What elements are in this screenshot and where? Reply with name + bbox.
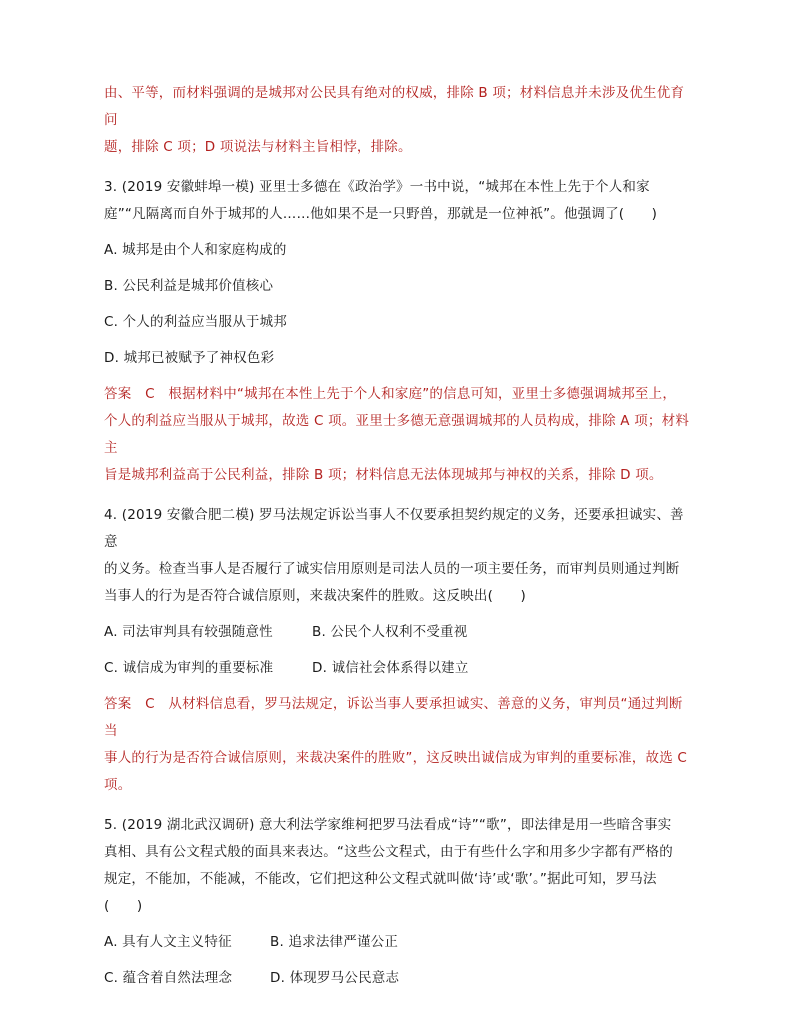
question-5-options-row-1 [104,929,694,956]
question-4-options-row-1 [104,619,694,646]
text-line: 事人的行为是否符合诚信原则，来裁决案件的胜败”，这反映出诚信成为审判的重要标准，故选 C [104,750,688,766]
question-3-stem [104,174,694,228]
document-page [104,80,694,992]
question-4-stem [104,502,694,610]
question-5-stem [104,812,694,920]
text-line: 个人的利益应当服从于城邦，故选 C 项。亚里士多德无意强调城邦的人员构成，排除 A 项；材料主 [104,413,690,456]
question-4-answer [104,691,694,799]
question-4-option-a: A. 司法审判具有较强随意性 [104,624,273,640]
text-line: 规定，不能加，不能减，不能改，它们把这种公文程式就叫做‘诗’或‘歌’。”据此可知，罗马法 [104,871,657,887]
question-5-option-a: A. 具有人文主义特征 [104,934,232,950]
text-line: 旨是城邦利益高于公民利益，排除 B 项；材料信息无法体现城邦与神权的关系，排除 D 项。 [104,467,663,483]
question-3-option-a: A. 城邦是由个人和家庭构成的 [104,242,287,258]
text-line: 的义务。检查当事人是否履行了诚实信用原则是司法人员的一项主要任务，而审判员则通过判断 [104,561,680,577]
question-4-options-row-2 [104,655,694,682]
question-5-option-c: C. 蕴含着自然法理念 [104,970,233,986]
question-5-option-d: D. 体现罗马公民意志 [270,970,400,986]
question-3-option-c: C. 个人的利益应当服从于城邦 [104,314,288,330]
text-line: 答案 C 从材料信息看，罗马法规定，诉讼当事人要承担诚实、善意的义务，审判员“通过判断当 [104,696,683,739]
text-line: 项。 [104,777,132,793]
text-line: 当事人的行为是否符合诚信原则，来裁决案件的胜败。这反映出( ) [104,588,526,604]
question-3-answer [104,381,694,489]
question-4-option-b: B. 公民个人权利不受重视 [312,624,468,640]
text-line: 答案 C 根据材料中“城邦在本性上先于个人和家庭”的信息可知，亚里士多德强调城邦至上， [104,386,677,402]
question-4-option-d: D. 诚信社会体系得以建立 [312,660,469,676]
question-3-option-b: B. 公民利益是城邦价值核心 [104,278,274,294]
question-4-option-c: C. 诚信成为审判的重要标准 [104,660,274,676]
text-line: 3. (2019 安徽蚌埠一模) 亚里士多德在《政治学》一书中说，“城邦在本性上先于个人和家 [104,179,650,195]
text-line: 由、平等，而材料强调的是城邦对公民具有绝对的权威，排除 B 项；材料信息并未涉及优生优育问 [104,85,685,128]
text-line: 题，排除 C 项；D 项说法与材料主旨相悖，排除。 [104,139,412,155]
text-line: ( ) [104,898,143,914]
question-5-option-b: B. 追求法律严谨公正 [270,934,399,950]
question-3-option-d: D. 城邦已被赋予了神权色彩 [104,350,275,366]
text-line: 庭”“凡隔离而自外于城邦的人……他如果不是一只野兽，那就是一位神祇”。他强调了( ) [104,206,658,222]
text-line: 4. (2019 安徽合肥二模) 罗马法规定诉讼当事人不仅要承担契约规定的义务，还要承担诚实、善意 [104,507,684,550]
prev-answer-explanation [104,80,694,161]
text-line: 5. (2019 湖北武汉调研) 意大利法学家维柯把罗马法看成“诗”“歌”，即法律是用一些暗含事实 [104,817,672,833]
text-line: 真相、具有公文程式般的面具来表达。“这些公文程式，由于有些什么字和用多少字都有严格的 [104,844,673,860]
question-5-options-row-2 [104,965,694,992]
